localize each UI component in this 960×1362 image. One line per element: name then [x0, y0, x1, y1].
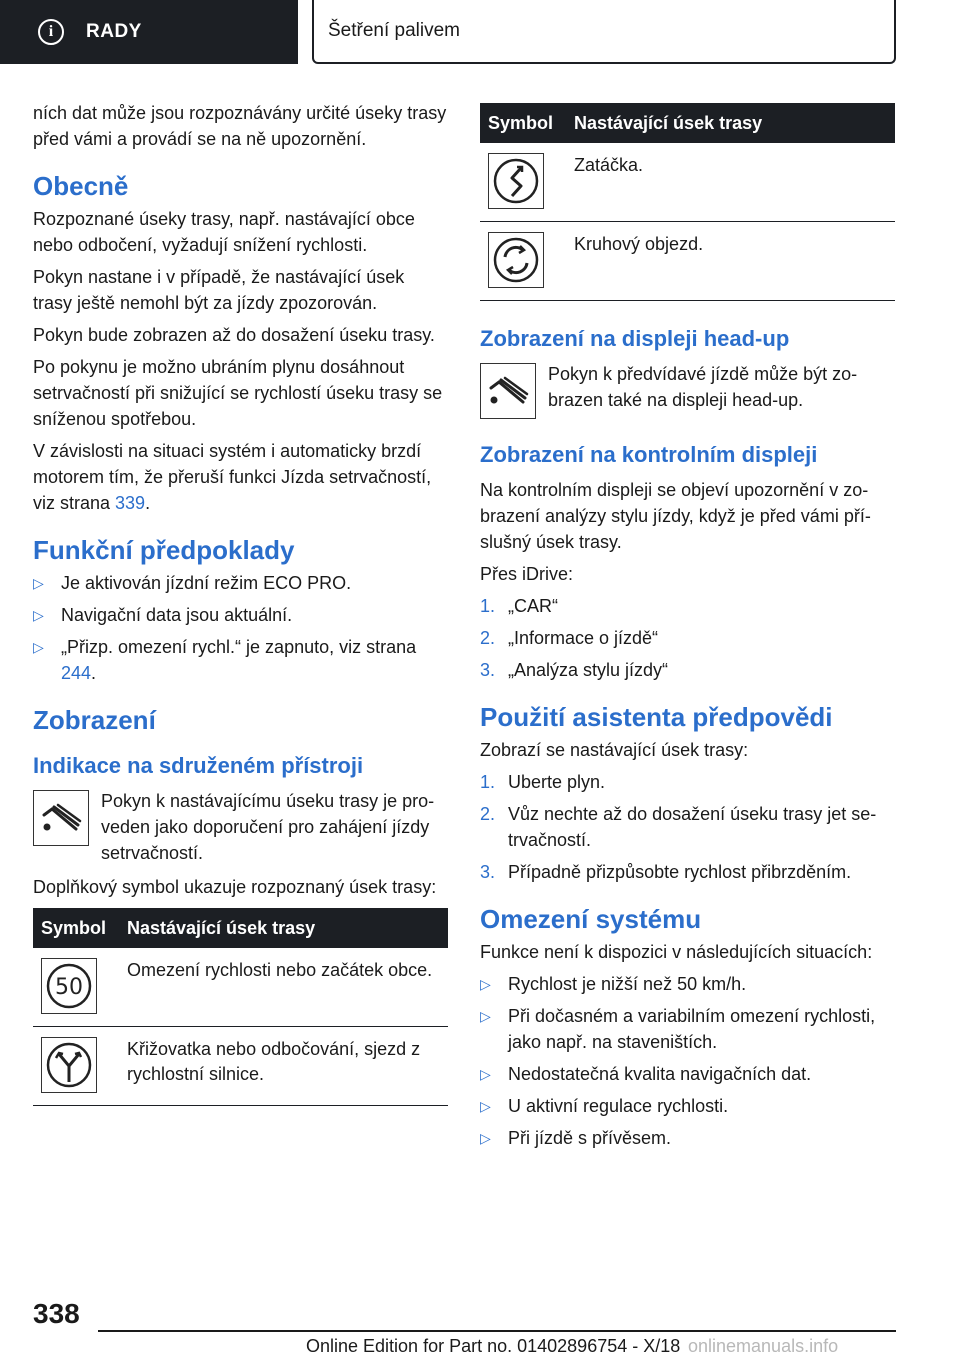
table-row [33, 1027, 448, 1106]
right-column [480, 103, 895, 1157]
triangle-bullet-icon: ▷ [480, 1098, 491, 1114]
numbered-list [480, 769, 895, 885]
list-item [480, 971, 895, 997]
paragraph: Přes iDrive: [480, 564, 574, 584]
triangle-bullet-icon: ▷ [480, 1130, 491, 1146]
list-item-text: Případně přizpůsobte rychlost přibrzděním. [508, 862, 852, 882]
list-number: 2. [480, 804, 496, 824]
list-number: 1. [480, 596, 496, 616]
list-item [480, 593, 895, 619]
left-column [33, 100, 448, 1116]
list-item [480, 1061, 895, 1087]
watermark: onlinemanuals.info [688, 1336, 839, 1356]
triangle-bullet-icon: ▷ [33, 639, 44, 655]
heading-zobrazeni: Zobrazení [33, 705, 156, 735]
paragraph: Na kontrolním displeji se objeví upozornění v zobrazení analýzy stylu jízdy, když je před vámi příslušný úsek trasy. [480, 480, 871, 552]
list-item-text: Při dočasném a variabilním omezení rychlosti, jako např. na staveništích. [508, 1006, 876, 1052]
speed-limit-icon [41, 958, 97, 1014]
punctuation: . [145, 493, 151, 513]
paragraph: Doplňkový symbol ukazuje rozpoznaný úsek trasy: [33, 877, 437, 897]
list-item-text: U aktivní regulace rychlosti. [508, 1096, 729, 1116]
numbered-list [480, 593, 895, 683]
table-header-row [480, 103, 895, 143]
triangle-bullet-icon: ▷ [480, 1066, 491, 1082]
list-item [480, 625, 895, 651]
list-number: 1. [480, 772, 496, 792]
footer-divider [98, 1330, 896, 1332]
list-item-text: Při jízdě s přívěsem. [508, 1128, 672, 1148]
chapter-tab [312, 0, 896, 64]
list-number: 3. [480, 660, 496, 680]
list-item-text: „Analýza stylu jízdy“ [508, 660, 669, 680]
list-item [33, 570, 448, 596]
list-number: 2. [480, 628, 496, 648]
triangle-bullet-icon: ▷ [33, 607, 44, 623]
punctuation: . [91, 663, 97, 683]
list-item [480, 801, 895, 853]
intro-paragraph: ních dat může jsou rozpoznávány určité úseky trasy před vámi a provádí se na ně upozornění. [33, 103, 447, 149]
list-item [480, 657, 895, 683]
info-icon: i [38, 19, 64, 45]
column-header-symbol: Symbol [33, 908, 119, 948]
edition-text: Online Edition for Part no. 01402896754 - X/18 [306, 1336, 681, 1356]
list-item-text: Rychlost je nižší než 50 km/h. [508, 974, 747, 994]
table-cell-symbol [33, 1027, 119, 1106]
table-row [33, 948, 448, 1027]
curve-icon [488, 153, 544, 209]
coasting-hint-block [33, 788, 448, 866]
table-cell-symbol [480, 143, 566, 222]
section-title: RADY [86, 21, 142, 42]
list-item-text: „Informace o jízdě“ [508, 628, 659, 648]
table-row [480, 222, 895, 301]
triangle-bullet-icon: ▷ [33, 575, 44, 591]
paragraph: Zobrazí se nastávající úsek trasy: [480, 740, 749, 760]
table-cell-description: Zatáčka. [566, 143, 895, 222]
list-item-text: Uberte plyn. [508, 772, 606, 792]
chapter-title: Šetření palivem [328, 20, 461, 41]
list-item [480, 859, 895, 885]
list-item [480, 769, 895, 795]
list-item [480, 1093, 895, 1119]
paragraph: Po pokynu je možno ubráním plynu dosáhnout setrvačností při snižující se rychlostí úseku trasy se sníženou spotřebou. [33, 357, 443, 429]
paragraph [33, 438, 448, 516]
paragraph: Pokyn bude zobrazen až do dosažení úseku trasy. [33, 325, 435, 345]
list-item-text: Nedostatečná kvalita navigačních dat. [508, 1064, 812, 1084]
bullet-list [480, 971, 895, 1151]
symbol-table [33, 908, 448, 1106]
triangle-bullet-icon: ▷ [480, 1008, 491, 1024]
heading-headup: Zobrazení na displeji head-up [480, 326, 790, 351]
table-cell-description: Kruhový objezd. [566, 222, 895, 301]
coasting-hint-icon [480, 363, 536, 419]
page-number: 338 [33, 1298, 80, 1329]
headup-hint-block [480, 361, 895, 419]
list-item [33, 602, 448, 628]
page-link-244[interactable]: 244 [61, 663, 92, 683]
table-header-row [33, 908, 448, 948]
column-header-section: Nastávající úsek trasy [119, 908, 448, 948]
paragraph: Pokyn nastane i v případě, že nastávající úsek trasy ještě nemohl být za jízdy zpozorován. [33, 267, 405, 313]
list-item [33, 634, 448, 686]
list-item [480, 1125, 895, 1151]
column-header-section: Nastávající úsek trasy [566, 103, 895, 143]
list-item-text: Je aktivován jízdní režim ECO PRO. [61, 573, 352, 593]
paragraph-text: V závislosti na situaci systém i automaticky brzdí motorem tím, že přeruší funkci Jízda setrvačností, viz strana [33, 441, 432, 513]
page-link-339[interactable]: 339 [115, 493, 146, 513]
list-item-text: „Přizp. omezení rychl.“ je zapnuto, viz strana [61, 637, 417, 657]
list-item-text: „CAR“ [508, 596, 558, 616]
heading-obecne: Obecně [33, 171, 129, 201]
table-cell-description: Omezení rychlosti nebo začátek obce. [119, 948, 448, 1027]
heading-kontrolni: Zobrazení na kontrolním displeji [480, 442, 818, 467]
table-cell-symbol [480, 222, 566, 301]
list-item-text: Navigační data jsou aktuální. [61, 605, 293, 625]
speed-limit-value: 50 [55, 975, 83, 1000]
heading-omezeni: Omezení systému [480, 904, 702, 934]
list-number: 3. [480, 862, 496, 882]
heading-pouziti: Použití asistenta předpovědi [480, 702, 833, 732]
column-header-symbol: Symbol [480, 103, 566, 143]
junction-icon [41, 1037, 97, 1093]
triangle-bullet-icon: ▷ [480, 976, 491, 992]
header-section-tab [0, 0, 298, 64]
roundabout-icon [488, 232, 544, 288]
table-cell-symbol [33, 948, 119, 1027]
coasting-hint-icon [33, 790, 89, 846]
subheading-cluster: Indikace na sdruženém přístroji [33, 753, 364, 778]
list-item [480, 1003, 895, 1055]
symbol-table [480, 103, 895, 301]
icon-description: Pokyn k předvídavé jízdě může být zobrazen také na displeji head-up. [548, 364, 858, 410]
bullet-list [33, 570, 448, 686]
icon-description: Pokyn k nastávajícímu úseku trasy je proveden jako doporučení pro zahájení jízdy setrvačností. [101, 791, 435, 863]
paragraph: Rozpoznané úseky trasy, např. nastávající obce nebo odbočení, vyžadují snížení rychlosti. [33, 209, 415, 255]
paragraph: Funkce není k dispozici v následujících situacích: [480, 942, 873, 962]
heading-predpoklady: Funkční předpoklady [33, 535, 295, 565]
table-cell-description: Křižovatka nebo odbočování, sjezd z rychlostní silnice. [119, 1027, 448, 1106]
table-row [480, 143, 895, 222]
list-item-text: Vůz nechte až do dosažení úseku trasy jet setrvačností. [508, 804, 877, 850]
